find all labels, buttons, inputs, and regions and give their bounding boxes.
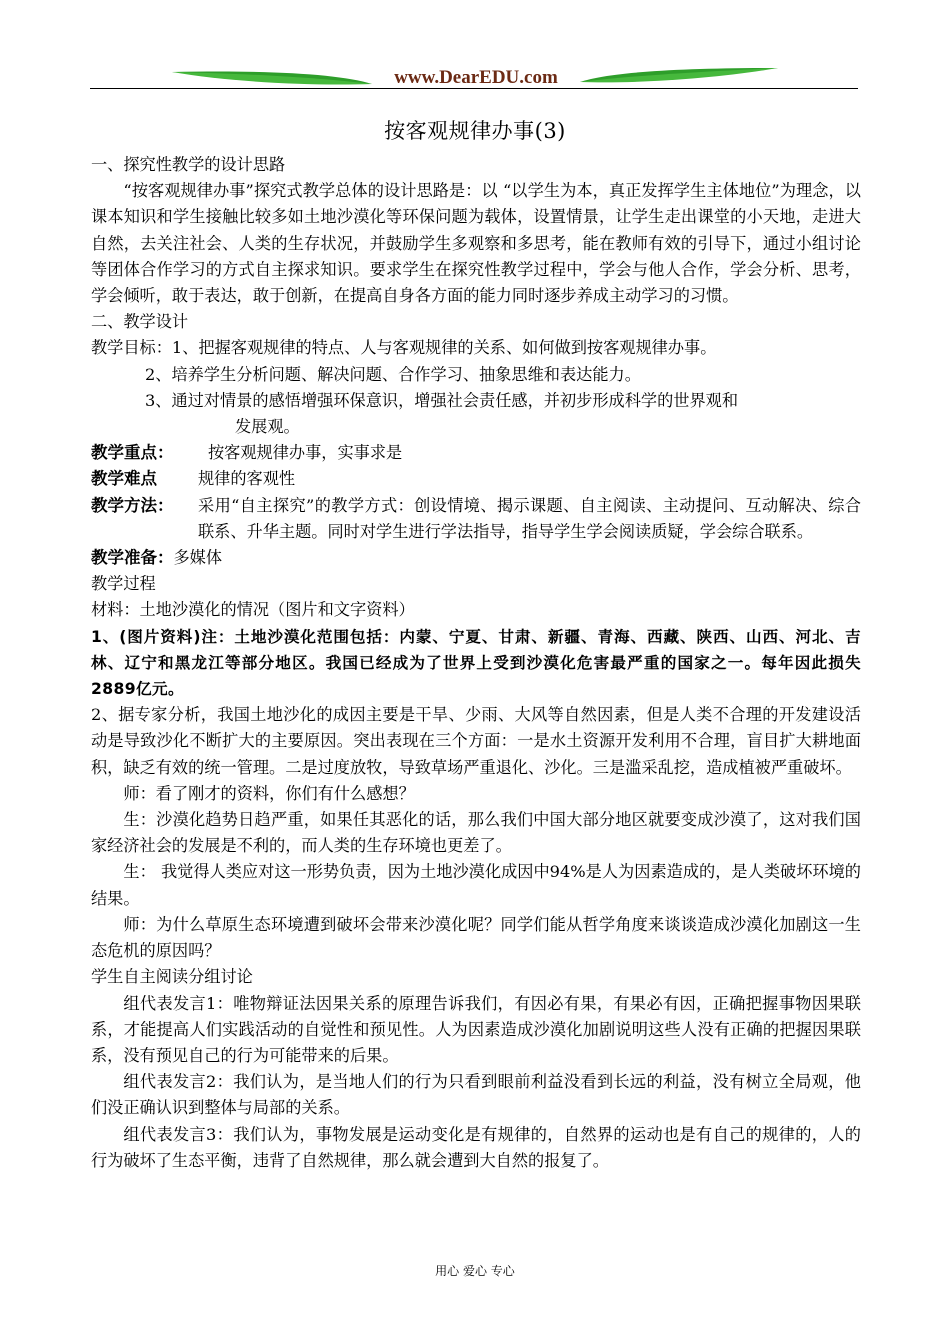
document-body	[91, 152, 861, 1174]
material-item-2: 2、据专家分析，我国土地沙化的成因主要是干旱、少雨、大风等自然因素，但是人类不合理的开发建设活动是导致沙化不断扩大的主要原因。突出表现在三个方面：一是水土资源开发利用不合理，盲目扩大耕地面积，缺乏有效的统一管理。二是过度放牧，导致草场严重退化、沙化。三是滥采乱挖，造成植被严重破坏。	[91, 705, 861, 777]
preparation-label: 教学准备：	[91, 548, 174, 568]
header-rule	[90, 88, 858, 89]
discussion-heading: 学生自主阅读分组讨论	[91, 967, 253, 987]
group-rep-3: 组代表发言3：我们认为，事物发展是运动变化是有规律的，自然界的运动也是有自己的规律的，人的行为破坏了生态平衡，违背了自然规律，那么就会遭到大自然的报复了。	[91, 1124, 861, 1170]
process-heading: 教学过程	[91, 574, 156, 594]
teaching-goal-3-continued: 发展观。	[235, 417, 300, 437]
key-points-row	[91, 440, 861, 466]
preparation-row	[91, 545, 861, 571]
material-item-1: 1、(图片资料)注：土地沙漠化范围包括：内蒙、宁夏、甘肃、新疆、青海、西藏、陕西、山西、河北、吉林、辽宁和黑龙江等部分地区。我国已经成为了世界上受到沙漠化危害最严重的国家之一。每年因此损失2889亿元。	[91, 627, 861, 699]
teacher-question-2: 师：为什么草原生态环境遭到破坏会带来沙漠化呢？同学们能从哲学角度来谈谈造成沙漠化加剧这一生态危机的原因吗？	[91, 914, 861, 961]
method-label: 教学方法：	[91, 495, 174, 515]
method-row	[91, 493, 861, 545]
page-footer: 用心 爱心 专心	[435, 1264, 515, 1278]
section2-heading: 二、教学设计	[91, 312, 189, 332]
section1-body: “按客观规律办事”探究式教学总体的设计思路是：以 “以学生为本，真正发挥学生主体地位”为理念，以课本知识和学生接触比较多如土地沙漠化等环保问题为载体，设置情景，让学生走出课堂的小天地，走进大自然，去关注社会、人类的生存状况，并鼓励学生多观察和多思考，能在教师有效的引导下，通过小组讨论等团体合作学习的方式自主探求知识。要求学生在探究性教学过程中，学会与他人合作，学会分析、思考，学会倾听，敢于表达，敢于创新，在提高自身各方面的能力同时逐步养成主动学习的习惯。	[91, 181, 861, 306]
student-answer-2: 生： 我觉得人类应对这一形势负责，因为土地沙漠化成因中94%是人为因素造成的，是人类破坏环境的结果。	[91, 862, 861, 908]
teaching-goal-2: 2、培养学生分析问题、解决问题、合作学习、抽象思维和表达能力。	[145, 364, 641, 384]
group-rep-2: 组代表发言2：我们认为，是当地人们的行为只看到眼前利益没看到长远的利益，没有树立全局观，他们没正确认识到整体与局部的关系。	[91, 1072, 861, 1118]
difficulty-row	[91, 466, 861, 492]
teaching-goal-3: 3、通过对情景的感悟增强环保意识，增强社会责任感，并初步形成科学的世界观和	[145, 390, 739, 410]
difficulty-label: 教学难点	[91, 469, 157, 489]
teaching-goal-1: 教学目标：1、把握客观规律的特点、人与客观规律的关系、如何做到按客观规律办事。	[91, 338, 717, 358]
teacher-question-1: 师：看了刚才的资料，你们有什么感想？	[123, 783, 415, 803]
method-value: 采用“自主探究”的教学方式：创设情境、揭示课题、自主阅读、主动提问、互动解决、综合联系、升华主题。同时对学生进行学法指导，指导学生学会阅读质疑，学会综合联系。	[198, 495, 861, 541]
material-line: 材料：土地沙漠化的情况（图片和文字资料）	[91, 600, 415, 620]
site-banner-text: www.DearEDU.com	[394, 67, 558, 88]
document-title: 按客观规律办事(3)	[384, 119, 566, 143]
key-points-label: 教学重点：	[91, 443, 174, 463]
difficulty-value: 规律的客观性	[198, 469, 296, 489]
group-rep-1: 组代表发言1：唯物辩证法因果关系的原理告诉我们，有因必有果，有果必有因，正确把握事物因果联系，才能提高人们实践活动的自觉性和预见性。人为因素造成沙漠化加剧说明这些人没有正确的把握因果联系，没有预见自己的行为可能带来的后果。	[91, 993, 861, 1065]
key-points-value: 按客观规律办事，实事求是	[208, 443, 403, 463]
student-answer-1: 生：沙漠化趋势日趋严重，如果任其恶化的话，那么我们中国大部分地区就要变成沙漠了，这对我们国家经济社会的发展是不利的，而人类的生存环境也更差了。	[91, 810, 861, 856]
preparation-value: 多媒体	[173, 548, 223, 568]
section1-heading: 一、探究性教学的设计思路	[91, 155, 286, 174]
